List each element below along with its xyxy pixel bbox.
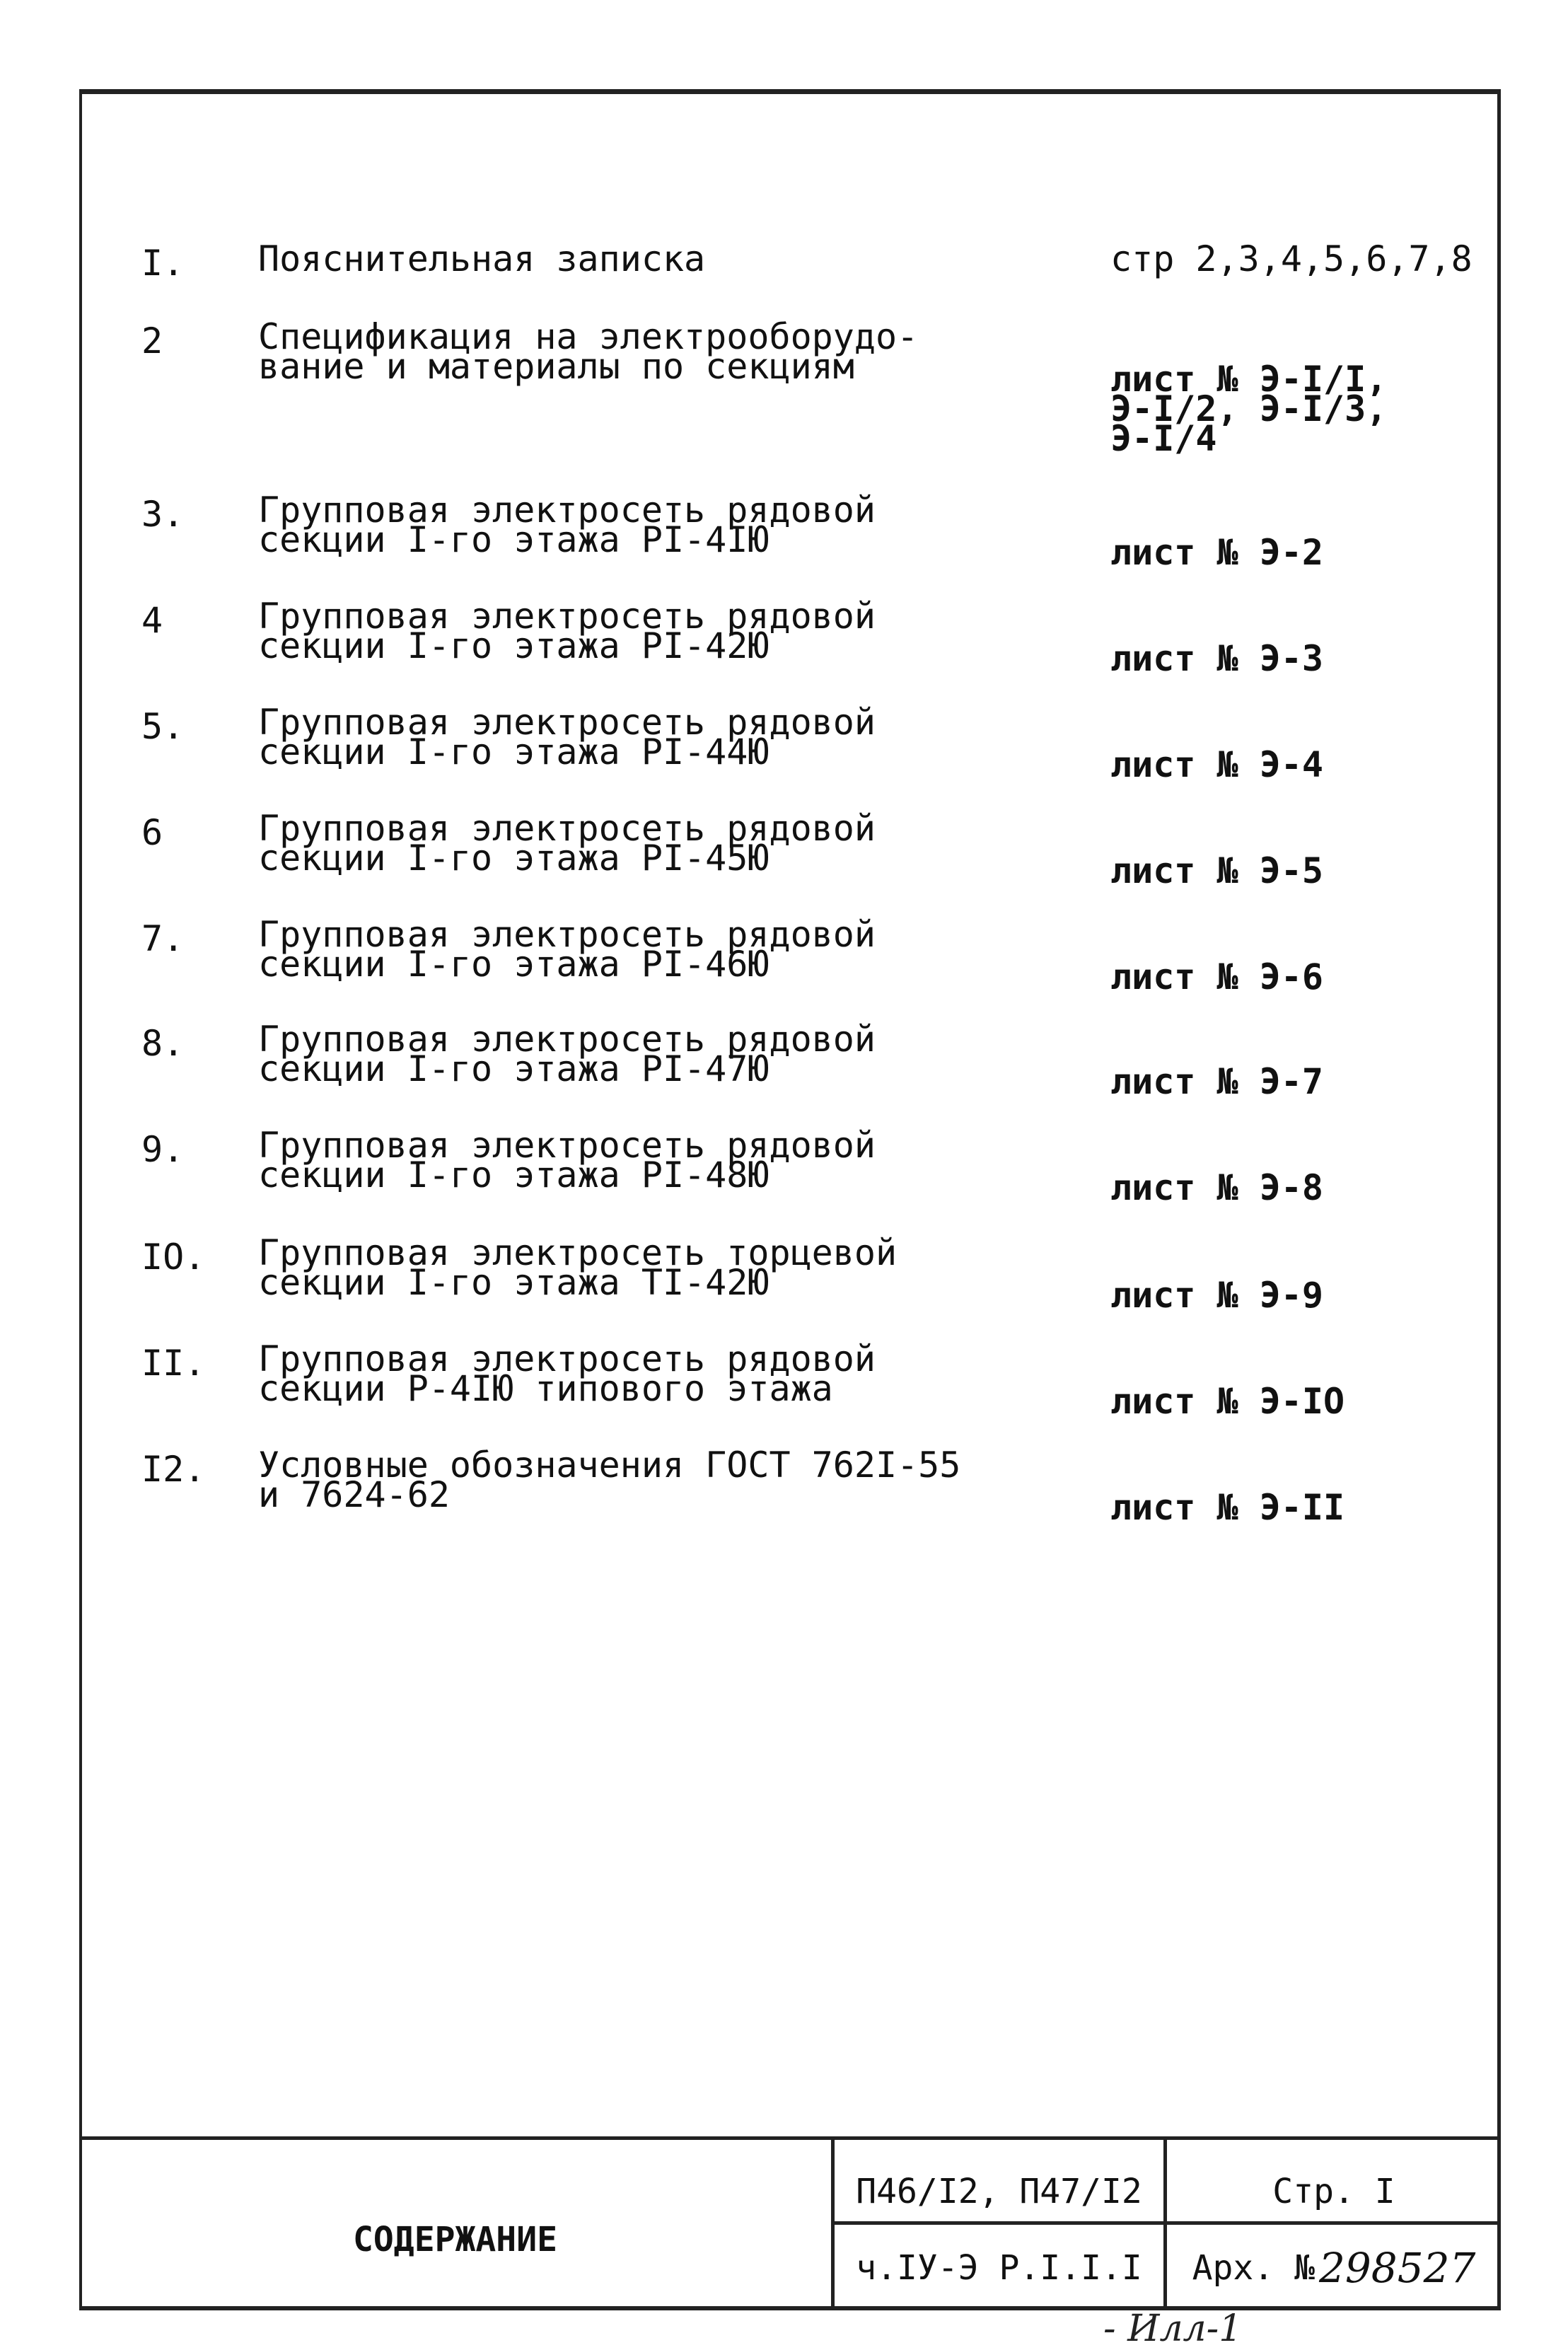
item-sheet-reference: лист № Э-6: [1110, 956, 1324, 997]
item-sheet-reference: лист № Э-8: [1110, 1167, 1324, 1208]
item-sheet-reference: стр 2,3,4,5,6,7,8: [1110, 238, 1473, 279]
stamp-archive-number: 298527: [1318, 2243, 1476, 2292]
item-title: Групповая электросеть рядовой секции I-го этажа PI-47Ю: [258, 1019, 876, 1089]
item-number: I2.: [141, 1449, 206, 1490]
handwritten-note: - Илл-1: [1103, 2308, 1243, 2350]
item-sheet-reference: лист № Э-4: [1110, 744, 1324, 785]
item-title: Групповая электросеть рядовой секции I-го этажа PI-44Ю: [258, 702, 876, 772]
item-sheet-reference: лист № Э-3: [1110, 638, 1324, 679]
item-sheet-reference: лист № Э-9: [1110, 1275, 1324, 1316]
item-number: 8.: [141, 1023, 185, 1064]
item-number: I.: [141, 243, 185, 284]
item-number: IO.: [141, 1237, 206, 1278]
stamp-part: ч.IУ-Э Р.I.I.I: [835, 2225, 1167, 2310]
item-title: Групповая электросеть рядовой секции I-го этажа PI-42Ю: [258, 596, 876, 666]
item-title: Групповая электросеть торцевой секции I-го этажа TI-42Ю: [258, 1232, 898, 1303]
stamp-page: Стр. I: [1167, 2140, 1501, 2225]
stamp-archive: [1167, 2225, 1501, 2310]
item-sheet-reference: лист № Э-2: [1110, 532, 1324, 573]
item-title: Групповая электросеть рядовой секции P-4IЮ типового этажа: [258, 1338, 876, 1409]
item-number: 2: [141, 320, 163, 361]
item-number: 3.: [141, 494, 185, 535]
item-number: 6: [141, 812, 163, 853]
item-title: Групповая электросеть рядовой секции I-го этажа PI-48Ю: [258, 1125, 876, 1196]
stamp-project: П46/I2, П47/I2: [835, 2140, 1167, 2225]
item-number: 7.: [141, 918, 185, 959]
item-title: Групповая электросеть рядовой секции I-го этажа PI-4IЮ: [258, 490, 876, 560]
item-number: II.: [141, 1343, 206, 1384]
item-sheet-reference: лист № Э-IO: [1110, 1381, 1345, 1422]
item-sheet-reference: лист № Э-5: [1110, 850, 1324, 891]
stamp-title: СОДЕРЖАНИЕ: [79, 2140, 835, 2310]
item-number: 5.: [141, 706, 185, 747]
item-number: 4: [141, 600, 163, 641]
item-title: Спецификация на электрооборудо- вание и материалы по секциям: [258, 316, 919, 387]
item-sheet-reference: лист № Э-I/I, Э-I/2, Э-I/3, Э-I/4: [1110, 359, 1388, 459]
item-sheet-reference: лист № Э-7: [1110, 1061, 1324, 1102]
item-title: Групповая электросеть рядовой секции I-го этажа PI-46Ю: [258, 914, 876, 985]
item-number: 9.: [141, 1129, 185, 1170]
title-block: [79, 2136, 1501, 2310]
item-sheet-reference: лист № Э-II: [1110, 1487, 1345, 1528]
item-title: Пояснительная записка: [258, 238, 706, 279]
item-title: Условные обозначения ГОСТ 762I-55 и 7624-62: [258, 1445, 961, 1515]
stamp-archive-label: Арх. №: [1192, 2247, 1315, 2288]
item-title: Групповая электросеть рядовой секции I-го этажа PI-45Ю: [258, 808, 876, 879]
